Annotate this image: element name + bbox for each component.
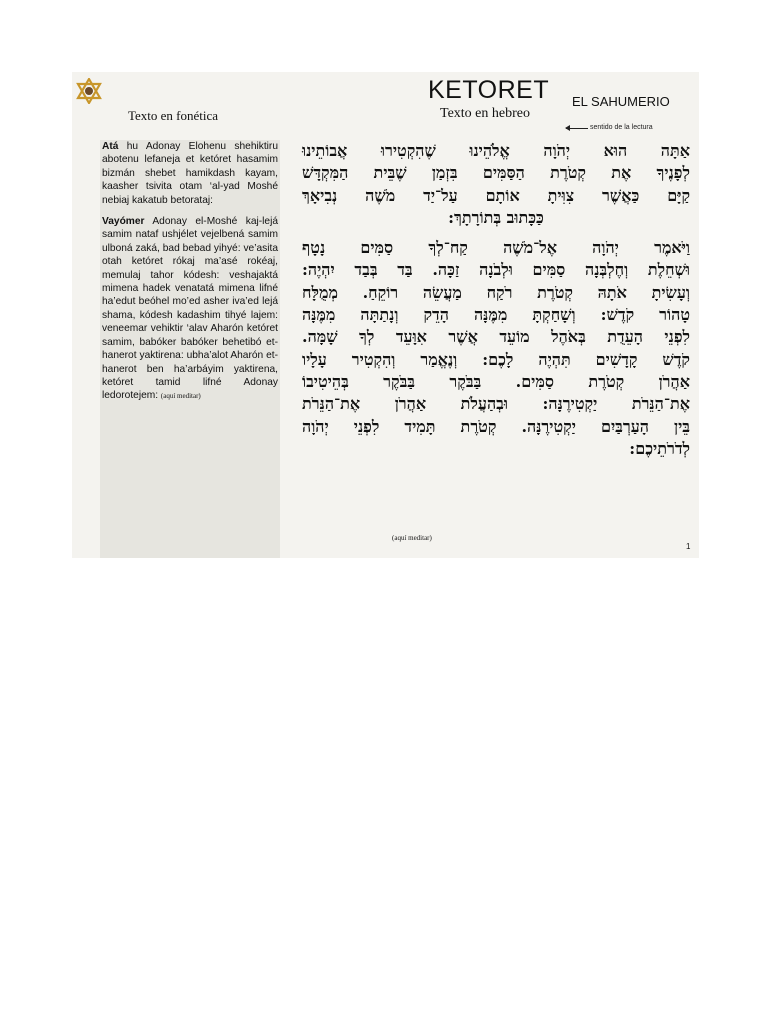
phonetic-text-1: hu Adonay Elohenu shehiktiru abotenu lefaneja et ketóret hasamim bizmán shebet hamikdash kayam, kaasher tsivita otam ‘al-yad Moshé nebiaj kakatub betorataj:: [102, 141, 278, 206]
phonetic-text-2: Adonay el-Moshé kaj-lejá samim nataf ushjélet vejelbená samim ulboná zaká, bad bebad yihyé: ve’asita otah ketóret rókaj ma’asé rokéaj, memulaj tahor kódesh: veshajaktá mimena hadek venatatá mimena lifné ha’edut beóhel mo’ed asher iva’ed lejá shama, kódesh kadashim tihyé lajem: veneemar vehiktir ‘alav Aharón ketóret samim, babóker babóker behetibó et-hanerot yaktirena: ubha’alot Aharón et-hanerot ben ha’arbáyim yaktirena, ketóret tamid lifné Adonay ledorotejem:: [102, 216, 278, 402]
phonetic-paragraph-2: [100, 215, 280, 404]
phonetic-lead-1: Atá: [102, 141, 119, 152]
hebrew-line: לְדֹרֹתֵיכֶם:: [629, 438, 690, 458]
phonetic-paragraph-1: [100, 140, 280, 207]
hebrew-column: [302, 140, 690, 560]
page-number: 1: [686, 542, 691, 551]
hebrew-line: קַיָּם כַּאֲשֶׁר צִוִּיתָ אוֹתָם עַל־יַד מֹשֶׁה נְבִיאָךְ: [302, 185, 690, 205]
hebrew-line: לְפָנֶיךָ אֶת קְטֹרֶת הַסַּמִּים בִּזְמַן שֶׁבֵּית הַמִּקְדָּשׁ: [302, 163, 690, 183]
hebrew-line: קֹדֶשׁ קָדָשִׁים תִּהְיֶה לָכֶם: וְנֶאֱמַר וְהִקְטִיר עָלָיו: [302, 349, 690, 369]
hebrew-line: וַיֹּאמֶר יְהֹוָה אֶל־מֹשֶׁה קַח־לְךָ סַמִּים נָטָף: [302, 238, 690, 258]
reading-direction-arrow-icon: [566, 128, 588, 129]
label-phonetic: Texto en fonética: [128, 108, 219, 123]
phonetic-lead-2: Vayómer: [102, 216, 145, 228]
phonetic-column: [100, 140, 280, 558]
hebrew-line: אֶת־הַנֵּרֹת יַקְטִירֶנָּה: וּבְהַעֲלֹת אַהֲרֹן אֶת־הַנֵּרֹת: [302, 394, 690, 414]
hebrew-line: כַּכָּתוּב בְּתוֹרָתָךְ:: [448, 207, 544, 227]
hebrew-line: בֵּין הָעַרְבַּיִם יַקְטִירֶנָּה. קְטֹרֶת תָּמִיד לִפְנֵי יְהֹוָה: [302, 416, 690, 436]
hebrew-line: אַהֲרֹן קְטֹרֶת סַמִּים. בַּבֹּקֶר בַּבֹּקֶר בְּהֵיטִיבוֹ: [302, 371, 690, 391]
page-title: KETORET: [428, 76, 550, 104]
label-hebrew: Texto en hebreo: [440, 106, 530, 121]
hebrew-line: וּשְׁחֵלֶת וְחֶלְבְּנָה סַמִּים וּלְבֹנָה זַכָּה. בַּד בְּבַד יִהְיֶה:: [302, 260, 690, 280]
page-subtitle: EL SAHUMERIO: [572, 94, 670, 109]
reading-direction-label: sentido de la lectura: [590, 124, 653, 131]
star-of-david-icon: [76, 78, 102, 104]
meditate-note-phonetic: (aquí meditar): [160, 392, 201, 401]
hebrew-line: וְעָשִׂיתָ אֹתָהּ קְטֹרֶת רֹקַח מַעֲשֵׂה רוֹקֵחַ. מְמֻלָּח: [302, 282, 690, 302]
prayer-page: [72, 72, 699, 558]
meditate-note-hebrew: (aquí meditar): [392, 534, 432, 542]
hebrew-line: טָהוֹר קֹדֶשׁ: וְשָׁחַקְתָּ מִמֶּנָּה הָדֵק וְנָתַתָּה מִמֶּנָּה: [302, 305, 690, 325]
hebrew-line: אַתָּה הוּא יְהֹוָה אֱלֹהֵינוּ שֶׁהִקְטִירוּ אֲבוֹתֵינוּ: [302, 141, 690, 160]
hebrew-line: לִפְנֵי הָעֵדֻת בְּאֹהֶל מוֹעֵד אֲשֶׁר אִוָּעֵד לְךָ שָׁמָּה.: [302, 327, 691, 347]
